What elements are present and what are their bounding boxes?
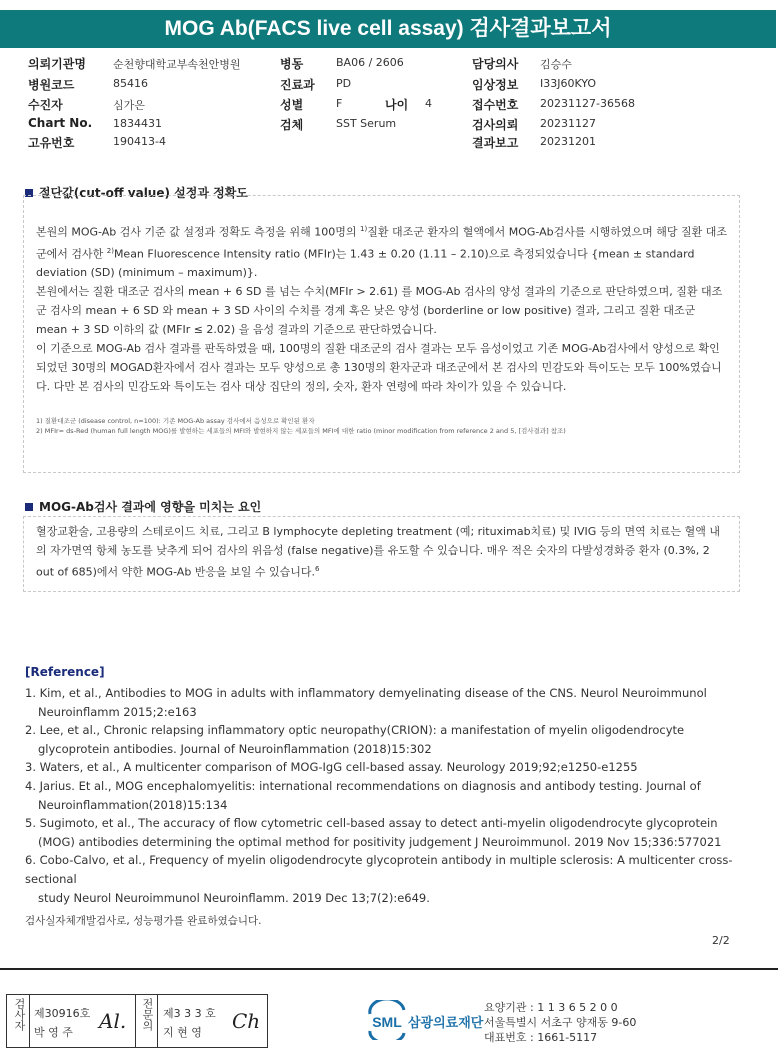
signature-stamp [6,994,268,1048]
report-date-label: 결과보고 [472,136,519,150]
tester-name: 박 영 주 [34,1026,73,1039]
tester-vertical-label: 검사자 [13,998,26,1031]
reference-heading: [Reference] [25,665,105,679]
validation-note: 검사실자체개발검사로, 성능평가를 완료하였습니다. [25,915,262,927]
stamp-divider [135,995,136,1047]
doctor-label: 담당의사 [472,57,519,71]
ward-value: BA06 / 2606 [336,56,404,69]
cutoff-paragraph-1: 본원의 MOG-Ab 검사 기준 값 설정과 정확도 측정을 위해 100명의 $^{1)}$질환 대조군 환자의 혈액에서 MOG-Ab검사를 시행하였으며 해당 질환 대조군에서 검사한 $^{2)}$Mean Fluorescence Intensity ratio (MFIr)는 1.43 ± 0.20 (1.11 – 2.10)으로 측정되었습니다 {mean ± standard deviation (SD) (minimum – maximum)}. [36,225,727,280]
footer-divider [0,968,778,970]
institution-value: 순천향대학교부속천안병원 [113,58,241,71]
unique-value: 190413-4 [113,135,166,148]
bullet-square-icon [25,503,33,511]
sex-value: F [336,97,343,110]
reference-item-continued: study Neurol Neuroimmunol Neuroinflamm. 2019 Dec 13;7(2):e649. [38,890,430,905]
request-label: 검사의뢰 [472,118,519,132]
request-value: 20231127 [540,117,596,130]
doctor-value: 김승수 [540,58,572,71]
dept-label: 진료과 [280,78,315,92]
org-code: 요양기관 : 1 1 3 6 5 2 0 0 [484,1001,618,1014]
hospital-code-label: 병원코드 [28,78,75,92]
patient-label: 수진자 [28,98,63,112]
reference-item: 2. Lee, et al., Chronic relapsing inflammatory optic neuropathy(CRION): a manifestation of myelin oligodendrocyte glycoprotein antibodies. Journal of Neuroinflammation (2018)15:302 [25,723,685,756]
org-address: 서울특별시 서초구 양재동 9-60 [484,1016,637,1029]
specimen-value: SST Serum [336,117,397,130]
sex-label: 성별 [280,98,304,112]
tester-signature: Al. [99,1009,127,1033]
footnote-2: 2) MFIr= ds-Red (human full length MOG)를 발현하는 세포들의 MFI와 발현하지 않는 세포들의 MFI에 대한 ratio (minor modification from reference 2 and 5, [검사결과] 참조) [36,427,566,436]
specialist-signature: Ch [232,1009,261,1033]
age-value: 4 [425,97,432,110]
reference-item: 3. Waters, et al., A multicenter comparison of MOG-IgG cell-based assay. Neurology 2019;92;e1250-e1255 [25,760,638,775]
specialist-name: 지 현 영 [163,1026,202,1039]
tester-license: 제30916호 [34,1007,91,1020]
section-factors-heading [25,498,261,515]
cutoff-paragraph-2: 본원에서는 질환 대조군 검사의 mean + 6 SD 를 넘는 수치(MFIr > 2.61) 를 MOG-Ab 검사의 양성 결과의 기준으로 판단하였으며, 질환 대조군 검사의 mean + 6 SD 와 mean + 3 SD 사이의 수치를 경계 혹은 낮은 양성 (borderline or low positive) 결과, 그리고 질환 대조군 mean + 3 SD 이하의 값 (MFIr ≤ 2.02) 을 음성 결과의 기준으로 판단하였습니다. [36,285,723,337]
hospital-code-value: 85416 [113,77,148,90]
report-title: MOG Ab(FACS live cell assay) 검사결과보고서 [0,10,776,48]
patient-value: 심가은 [113,99,145,112]
logo-text: 삼광의료재단 [408,1016,484,1031]
sml-logo-icon [366,1000,408,1040]
reference-item: 6. Cobo-Calvo, et al., Frequency of myelin oligodendrocyte glycoprotein antibody in multiple sclerosis: A multicenter cross-sectional [25,853,733,886]
unique-label: 고유번호 [28,136,75,150]
section-cutoff-title: 절단값(cut-off value) 설정과 정확도 [39,186,248,200]
section-factors-title: MOG-Ab검사 결과에 영향을 미치는 요인 [39,500,262,514]
page-number: 2/2 [712,934,730,947]
specialist-vertical-label: 전문의 [141,998,154,1031]
reference-item: 4. Jarius. Et al., MOG encephalomyelitis: international recommendations on diagnosis and antibody testing. Journal of Neuroinflammation(2018)15:134 [25,778,701,812]
age-label: 나이 [385,98,409,112]
clinical-value: I33J60KYO [540,77,597,90]
logo-mark: SML [372,1014,402,1030]
footnote-1: 1) 질환대조군 (disease control, n=100): 기존 MOG-Ab assay 검사에서 음성으로 확인된 환자 [36,417,315,426]
org-phone: 대표번호 : 1661-5117 [484,1031,598,1044]
reference-item: 5. Sugimoto, et al., The accuracy of flow cytometric cell-based assay to detect anti-myelin oligodendrocyte glycoprotein (MOG) antibodies determining the optimal method for positivity judgement J Neuroimmunol. 2019 Nov 15;336:577021 [25,816,722,849]
dept-value: PD [336,77,352,90]
organization-info [484,1000,636,1045]
reference-item: 1. Kim, et al., Antibodies to MOG in adults with inflammatory demyelinating disease of the CNS. Neurol Neuroimmunol Neuroinflamm 2015;2:e163 [25,686,707,719]
specimen-label: 검체 [280,118,304,132]
report-date-value: 20231201 [540,135,596,148]
reference-list [25,684,740,907]
specialist-license: 제3 3 3 호 [163,1007,216,1020]
cutoff-paragraph-3: 이 기준으로 MOG-Ab 검사 결과를 판독하였을 때, 100명의 질환 대조군의 검사 결과는 모두 음성이었고 기존 MOG-Ab검사에서 양성으로 확인되었던 30명의 MOGAD환자에서 검사 결과는 모두 양성으로 총 130명의 환자군과 대조군에서 본 검사의 민감도와 특이도는 모두 100%였습니다. 다만 본 검사의 민감도와 특이도는 검사 대상 집단의 정의, 숫자, 환자 연령에 따라 차이가 있을 수 있습니다. [36,342,722,394]
chart-value: 1834431 [113,117,162,130]
factors-paragraph: 혈장교환술, 고용량의 스테로이드 치료, 그리고 B lymphocyte depleting treatment (예; rituximab치료) 및 IVIG 등의 면역 치료는 혈액 내의 자가면역 항체 농도를 낮추게 되어 검사의 위음성 (false negative)를 유도할 수 있습니다. 매우 적은 숫자의 다발성경화증 환자 (0.3%, 2 out of 685)에서 약한 MOG-Ab 반응을 보일 수 있습니다.$^6$ [36,525,720,579]
ward-label: 병동 [280,57,304,71]
receipt-value: 20231127-36568 [540,97,635,110]
stamp-divider [157,995,158,1047]
chart-label: Chart No. [28,116,93,130]
section-cutoff-box [23,195,740,473]
clinical-label: 임상정보 [472,78,519,92]
receipt-label: 접수번호 [472,98,519,112]
institution-label: 의뢰기관명 [28,57,86,71]
stamp-divider [29,995,30,1047]
section-factors-box [23,516,740,592]
